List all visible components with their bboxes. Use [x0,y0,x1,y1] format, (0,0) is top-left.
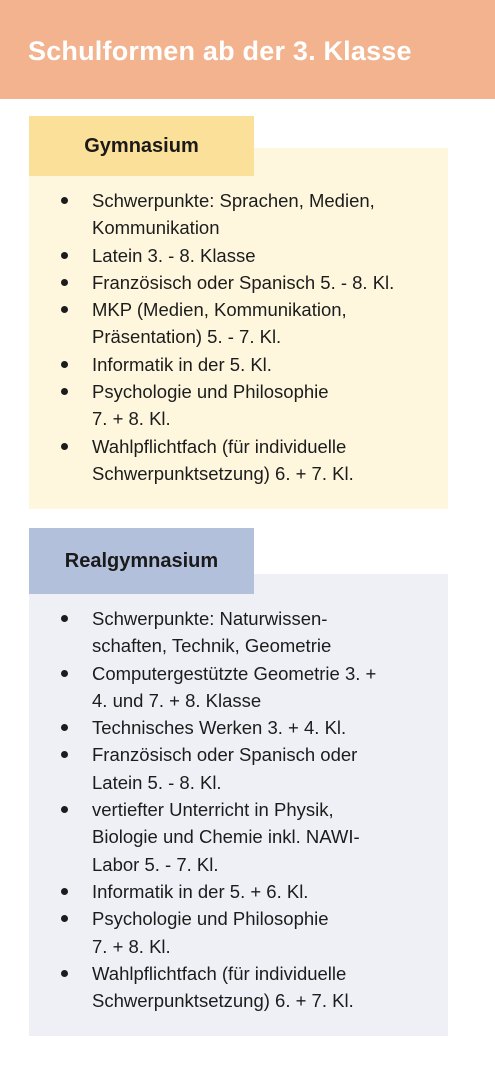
list-item-text: 7. + 8. Kl. [92,935,171,957]
bullet-icon [61,615,68,622]
gymnasium-list [29,187,448,487]
list-item-text: Psychologie und Philosophie [92,381,329,403]
bullet-icon [61,252,68,259]
list-item-text: Technisches Werken 3. + 4. Kl. [92,717,347,739]
list-item-text: Präsentation) 5. - 7. Kl. [92,326,282,348]
bullet-icon [61,670,68,677]
realgymnasium-section [29,528,448,1036]
list-item-text: 7. + 8. Kl. [92,408,171,430]
list-item [29,269,448,296]
list-item-text: Schwerpunktsetzung) 6. + 7. Kl. [92,462,354,484]
bullet-icon [61,970,68,977]
bullet-icon [61,388,68,395]
list-item [29,796,448,878]
list-item-text: 4. und 7. + 8. Klasse [92,689,262,711]
list-item-text: Labor 5. - 7. Kl. [92,853,219,875]
gymnasium-section [29,116,448,509]
bullet-icon [61,751,68,758]
list-item-text: Schwerpunkte: Sprachen, Medien, [92,190,375,211]
list-item [29,433,448,488]
list-item [29,714,448,741]
list-item [29,296,448,351]
list-item-text: Schwerpunktsetzung) 6. + 7. Kl. [92,990,354,1012]
list-item-text: Wahlpflichtfach (für individuelle [92,962,347,984]
bullet-icon [61,724,68,731]
bullet-icon [61,806,68,813]
list-item-text: MKP (Medien, Kommunikation, [92,299,347,321]
list-item-text: Kommunikation [92,217,220,239]
list-item [29,242,448,269]
list-item-text: Informatik in der 5. + 6. Kl. [92,880,309,902]
list-item [29,960,448,1015]
list-item [29,905,448,960]
list-item-text: Wahlpflichtfach (für individuelle [92,435,347,457]
list-item-text: Schwerpunkte: Naturwissen- [92,608,328,629]
list-item [29,351,448,378]
list-item [29,660,448,715]
bullet-icon [61,306,68,313]
list-item-text: Informatik in der 5. Kl. [92,353,272,375]
list-item-text: Latein 3. - 8. Klasse [92,244,256,266]
realgymnasium-list [29,605,448,1014]
page-title: Schulformen ab der 3. Klasse [28,36,412,66]
list-item [29,878,448,905]
list-item [29,605,448,660]
list-item-text: vertiefter Unterricht in Physik, [92,799,334,821]
list-item-text: Französisch oder Spanisch 5. - 8. Kl. [92,271,395,293]
list-item-text: Computergestützte Geometrie 3. + [92,662,377,684]
page-header [0,0,495,99]
list-item [29,378,448,433]
list-item [29,741,448,796]
bullet-icon [61,197,68,204]
list-item-text: schaften, Technik, Geometrie [92,635,332,657]
bullet-icon [61,361,68,368]
gymnasium-heading: Gymnasium [29,116,254,176]
list-item-text: Französisch oder Spanisch oder [92,744,358,766]
bullet-icon [61,443,68,450]
bullet-icon [61,888,68,895]
bullet-icon [61,279,68,286]
bullet-icon [61,915,68,922]
realgymnasium-heading: Realgymnasium [29,528,254,594]
list-item-text: Biologie und Chemie inkl. NAWI- [92,826,360,848]
list-item [29,187,448,242]
list-item-text: Psychologie und Philosophie [92,908,329,930]
list-item-text: Latein 5. - 8. Kl. [92,771,222,793]
